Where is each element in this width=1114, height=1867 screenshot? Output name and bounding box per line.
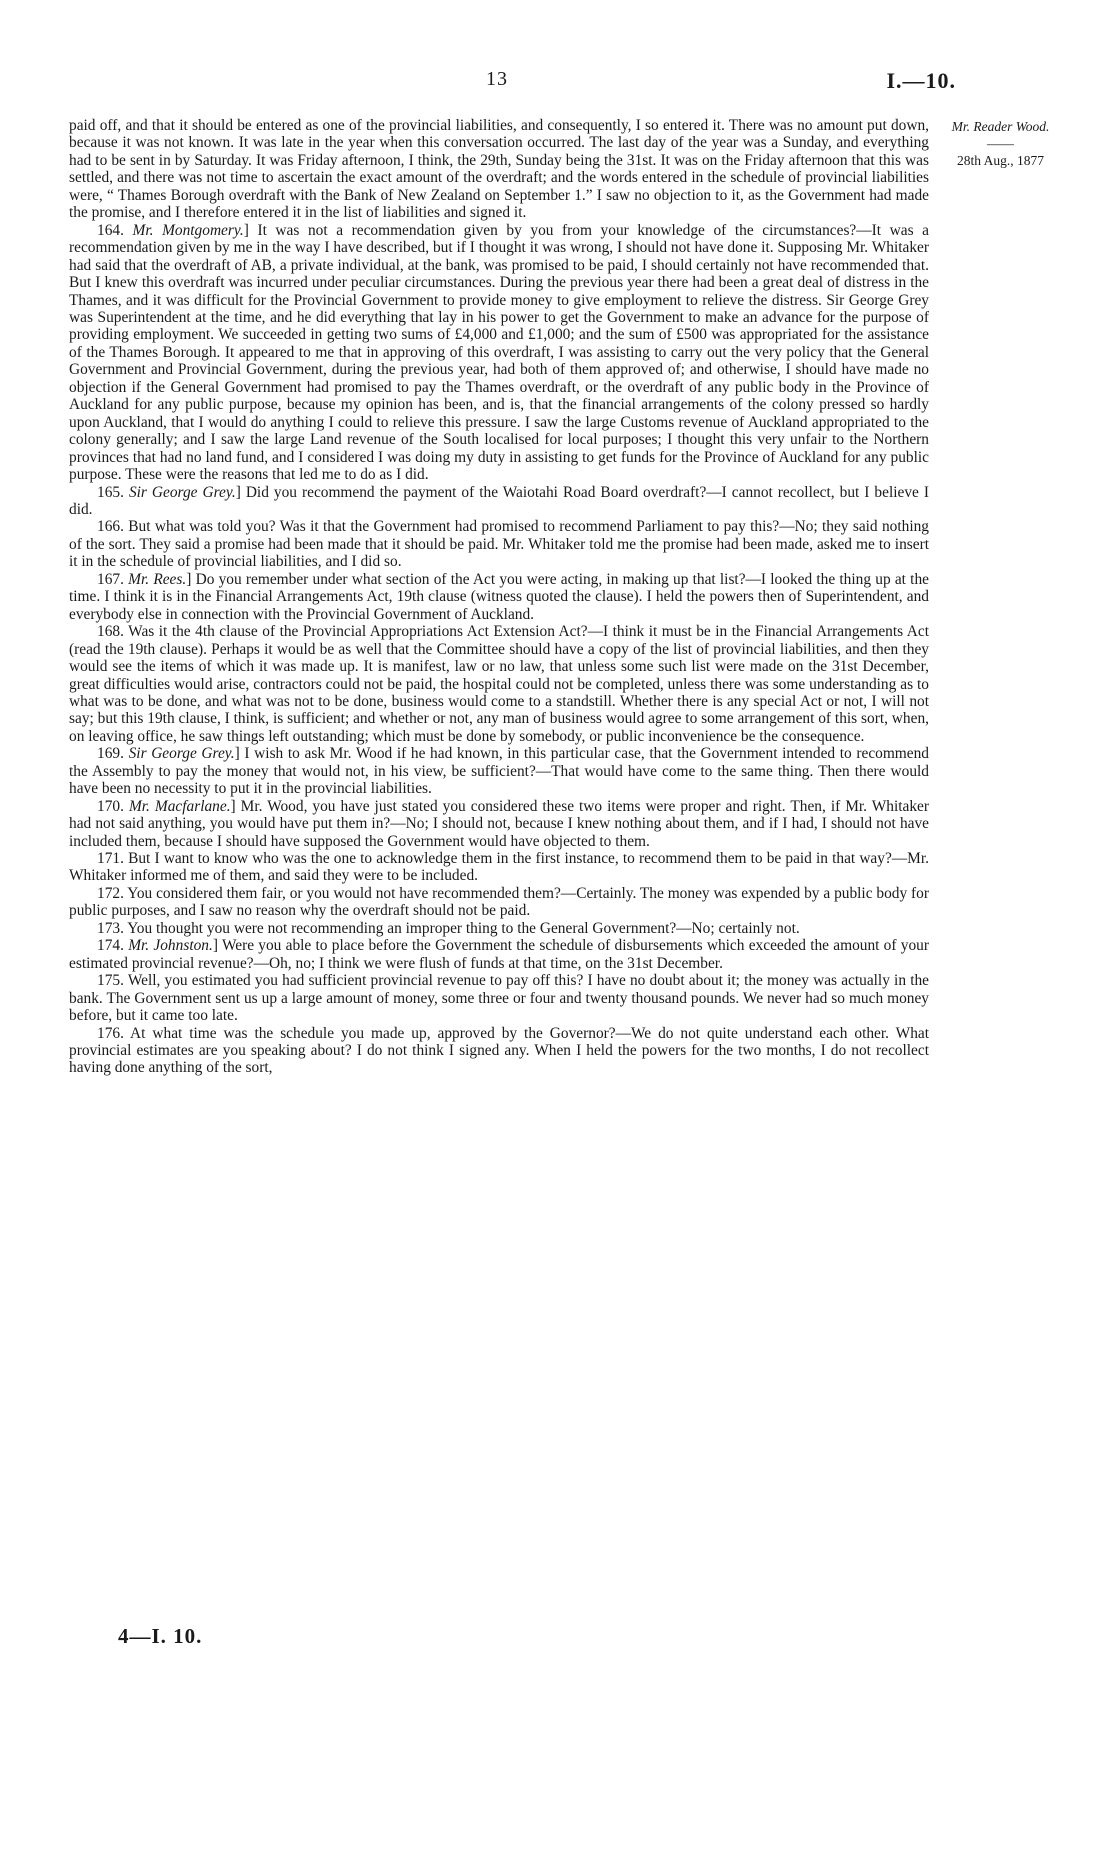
page-number: 13 xyxy=(486,68,508,90)
question-number: 165. xyxy=(97,483,124,501)
question-paragraph: 167. Mr. Rees.] Do you remember under what section of the Act you were acting, in making up that list?—I looked the thing up at the time. I think it is in the Financial Arrangements Act, 19th clause (witness quoted the clause). I held the powers then of Superintendent, and everybody else in connection with the Provincial Government of Auckland. xyxy=(69,570,929,623)
question-paragraph: 170. Mr. Macfarlane.] Mr. Wood, you have just stated you considered these two items were proper and right. Then, if Mr. Whitaker had not said anything, you would have put them in?—No; I should not, because I knew nothing about them, and if I had, I should not have included them, because I should have supposed the Government would have objected to them. xyxy=(69,797,929,850)
signature-mark: 4—I. 10. xyxy=(118,1624,203,1648)
question-number: 166. xyxy=(97,518,124,536)
question-paragraph xyxy=(69,972,929,1024)
question-text: But I want to know who was the one to acknowledge them in the first instance, to recommend them to be paid in that way?—Mr. Whitaker informed me of them, and said they were to be included. xyxy=(69,850,929,885)
speaker-name: Sir George Grey. xyxy=(128,483,236,501)
question-number: 172. xyxy=(97,884,124,902)
question-paragraph xyxy=(69,1025,929,1077)
question-paragraph xyxy=(69,850,929,885)
witness-name: Mr. Reader Wood. xyxy=(951,119,1050,134)
question-paragraph xyxy=(69,885,929,920)
question-paragraph xyxy=(69,920,929,937)
question-text: I wish to ask Mr. Wood if he had known, in this particular case, that the Government intended to recommend the Assembly to pay the money that would not, in his view, be sufficient?—That would have come to the same thing. Then there would have been no necessity to put it in the provincial liabilities. xyxy=(69,745,930,798)
intro-paragraph: paid off, and that it should be entered as one of the provincial liabilities, and consequently, I so entered it. There was no amount put down, because it was not known. It was late in the year when this conversation occurred. The last day of the year was a Sunday, and everything had to be sent in by Saturday. It was Friday afternoon, I think, the 29th, Sunday being the 31st. It was on the Friday afternoon that this was settled, and there was not time to ascertain the exact amount of the overdraft; and the words entered in the schedule of provincial liabilities were, “ Thames Borough overdraft with the Bank of New Zealand on September 1.” I saw no objection to it, as the Government had made the promise, and I therefore entered it in the list of liabilities and signed it. xyxy=(69,117,929,222)
speaker-name: Mr. Macfarlane. xyxy=(128,797,231,815)
evidence-text xyxy=(69,117,929,1077)
question-paragraph: 165. Sir George Grey.] Did you recommend the payment of the Waiotahi Road Board overdraft?—I cannot recollect, but I believe I did. xyxy=(69,483,929,518)
margin-note xyxy=(938,118,1063,169)
question-number: 169. xyxy=(97,745,124,763)
question-number: 171. xyxy=(97,850,124,868)
question-number: 174. xyxy=(97,937,124,955)
question-paragraph: 164. Mr. Montgomery.] It was not a recommendation given by you from your knowledge of the circumstances?—It was a recommendation given by me in the way I have described, but if I thought it was wrong, I should not have done it. Supposing Mr. Whitaker had said that the overdraft of AB, a private individual, at the bank, was promised to be paid, I should certainly not have recommended that. But I knew this overdraft was incurred under peculiar circumstances. During the previous year there had been a great deal of distress in the Thames, and it was difficult for the Provincial Government to provide money to give employment to relieve the distress. Sir George Grey was Superintendent at the time, and he did everything that lay in his power to get the Government to make an advance for the purpose of providing employment. We succeeded in getting two sums of £4,000 and £1,000; and the sum of £500 was appropriated for the assistance of the Thames Borough. It appeared to me that in approving of this overdraft, I was assisting to carry out the very policy that the General Government and Provincial Government, during the previous year, had both of them approved of; and otherwise, I should have made no objection if the General Government had promised to pay the Thames overdraft, or the overdraft of any public body in the Province of Auckland for any public purpose, because my opinion has been, and is, that the financial arrangements of the colony pressed so hardly upon Auckland, that I would do anything I could to relieve this pressure. I saw the large Customs revenue of Auckland appropriated to the colony generally; and I saw the large Land revenue of the South localised for local purposes; I thought this very unfair to the Northern provinces that had no land fund, and I considered I was doing my duty in assisting to get funds for the Province of Auckland for any public purpose. These were the reasons that led me to do as I did. xyxy=(69,221,929,484)
question-number: 176. xyxy=(97,1024,124,1042)
question-text: At what time was the schedule you made up, approved by the Governor?—We do not quite understand each other. What provincial estimates are you speaking about? I do not think I signed any. When I held the powers for the two months, I do not recollect having done anything of the sort, xyxy=(69,1024,929,1077)
speaker-name: Sir George Grey. xyxy=(128,745,235,763)
hearing-date: 28th Aug., 1877 xyxy=(956,153,1044,168)
question-paragraph: 174. Mr. Johnston.] Were you able to place before the Government the schedule of disbursements which exceeded the amount of your estimated provincial revenue?—Oh, no; I think we were flush of funds at that time, on the 31st December. xyxy=(69,937,929,972)
question-paragraph: 169. Sir George Grey.] I wish to ask Mr. Wood if he had known, in this particular case, that the Government intended to recommend the Assembly to pay the money that would not, in his view, be sufficient?—That would have come to the same thing. Then there would have been no necessity to put it in the provincial liabilities. xyxy=(69,745,930,798)
question-number: 170. xyxy=(97,797,124,815)
question-number: 167. xyxy=(97,570,124,588)
document-reference: I.—10. xyxy=(886,68,956,93)
question-list xyxy=(69,222,929,1077)
question-paragraph xyxy=(69,518,929,570)
speaker-name: Mr. Rees. xyxy=(128,570,187,588)
question-text: Mr. Wood, you have just stated you considered these two items were proper and right. Then, if Mr. Whitaker had not said anything, you would have put them in?—No; I should not, because I knew nothing about them, and if I had, I should not have included them, because I should have supposed the Government would have objected to them. xyxy=(69,797,929,850)
question-number: 164. xyxy=(97,221,124,239)
question-text: Did you recommend the payment of the Waiotahi Road Board overdraft?—I cannot recollect, but I believe I did. xyxy=(69,483,929,518)
question-text: You considered them fair, or you would not have recommended them?—Certainly. The money was expended by a public body for public purposes, and I saw no reason why the overdraft should not be paid. xyxy=(69,884,929,920)
question-text: Was it the 4th clause of the Provincial Appropriations Act Extension Act?—I think it must be in the Financial Arrangements Act (read the 19th clause). Perhaps it would be as well that the Committee should have a copy of the list of provincial liabilities, and then they would see the items of which it was made up. It is manifest, law or no law, that unless some such list were made on the 31st December, great difficulties would arise, contractors could not be paid, the hospital could not be completed, unless there was some understanding as to what was to be done, and what was not to be done, business would come to a standstill. Whether there is any special Act or not, I will not say; but this 19th clause, I think, is sufficient; and whether or not, any man of business would agree to some arrangement of this sort, when, on leaving office, he saw things left outstanding; which must be done by somebody, or public inconvenience be the consequence. xyxy=(69,623,929,745)
margin-dash: —— xyxy=(987,136,1014,151)
question-number: 168. xyxy=(97,623,124,641)
question-number: 175. xyxy=(97,972,124,990)
question-text: Were you able to place before the Government the schedule of disbursements which exceeded the amount of your estimated provincial revenue?—Oh, no; I think we were flush of funds at that time, on the 31st December. xyxy=(69,937,929,972)
question-text: You thought you were not recommending an improper thing to the General Government?—No; certainly not. xyxy=(127,919,800,937)
question-text: But what was told you? Was it that the Government had promised to recommend Parliament to pay this?—No; they said nothing of the sort. They said a promise had been made that it should be paid. Mr. Whitaker told me the promise had been made, asked me to insert it in the schedule of provincial liabilities, and I did so. xyxy=(69,518,929,571)
question-text: It was not a recommendation given by you from your knowledge of the circumstances?—It was a recommendation given by me in the way I have described, but if I thought it was wrong, I should not have done it. Supposing Mr. Whitaker had said that the overdraft of AB, a private individual, at the bank, was promised to be paid, I should certainly not have recommended that. But I knew this overdraft was incurred under peculiar circumstances. During the previous year there had been a great deal of distress in the Thames, and it was difficult for the Provincial Government to provide money to give employment to relieve the distress. Sir George Grey was Superintendent at the time, and he did everything that lay in his power to get the Government to make an advance for the purpose of providing employment. We succeeded in getting two sums of £4,000 and £1,000; and the sum of £500 was appropriated for the assistance of the Thames Borough. It appeared to me that in approving of this overdraft, I was assisting to carry out the very policy that the General Government and Provincial Government, during the previous year, had both of them approved of; and otherwise, I should have made no objection if the General Government had promised to pay the Thames overdraft, or the overdraft of any public body in the Province of Auckland for any public purpose, because my opinion has been, and is, that the financial arrangements of the colony pressed so hardly upon Auckland, that I would do anything I could to relieve this pressure. I saw the large Customs revenue of Auckland appropriated to the colony generally; and I saw the large Land revenue of the South localised for local purposes; I thought this very unfair to the Northern provinces that had no land fund, and I considered I was doing my duty in assisting to get funds for the Province of Auckland for any public purpose. These were the reasons that led me to do as I did. xyxy=(69,221,929,484)
question-text: Well, you estimated you had sufficient provincial revenue to pay off this? I have no doubt about it; the money was actually in the bank. The Government sent us up a large amount of money, some three or four and twenty thousand pounds. We never had so much money before, but it came too late. xyxy=(69,972,929,1025)
question-text: Do you remember under what section of the Act you were acting, in making up that list?—I looked the thing up at the time. I think it is in the Financial Arrangements Act, 19th clause (witness quoted the clause). I held the powers then of Superintendent, and everybody else in connection with the Provincial Government of Auckland. xyxy=(69,570,929,623)
question-number: 173. xyxy=(97,919,124,937)
speaker-name: Mr. Johnston. xyxy=(128,937,213,955)
question-paragraph xyxy=(69,623,929,745)
speaker-name: Mr. Montgomery. xyxy=(132,221,244,239)
